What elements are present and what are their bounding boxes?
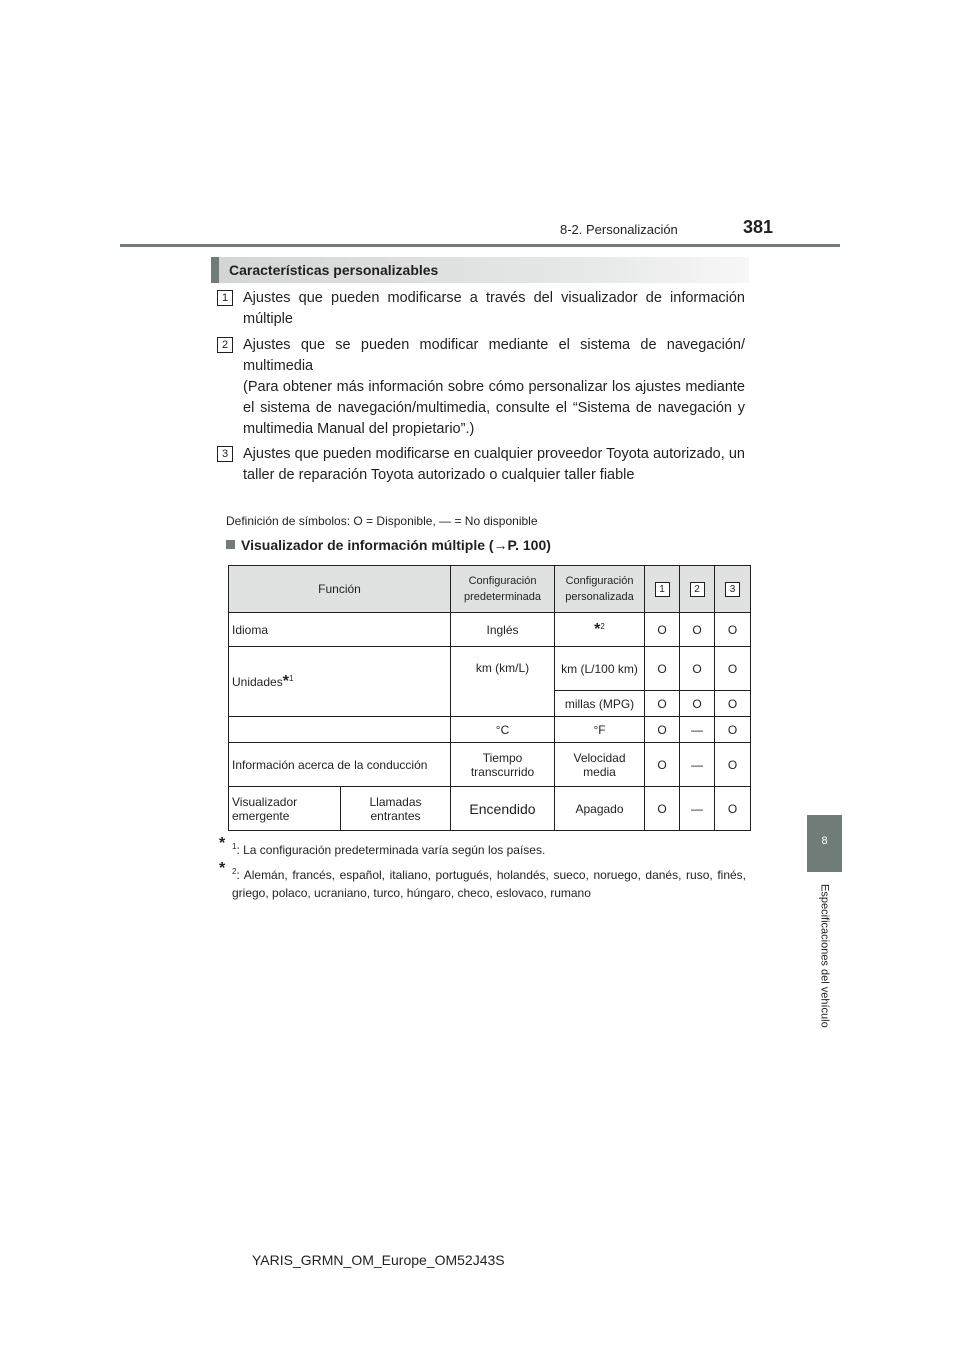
col-header-default: Configuración predeterminada [451,566,555,613]
footnote-star: * [282,672,289,690]
footnote-star: * [219,835,226,852]
item-note: (Para obtener más información sobre cómo personalizar los ajustes mediante el sistema de navegación/multimedia, consulte el “Sistema de navegación y multimedia Manual del propietario”.) [243,379,745,437]
list-item [221,335,745,440]
page-number: 381 [743,217,774,237]
list-item [221,288,745,330]
number-badge-3: 3 [725,582,740,597]
cell-1: O [645,691,680,717]
item-number-badge: 2 [217,337,233,353]
cell-3: O [715,717,751,743]
square-bullet-icon [226,540,235,549]
item-text: Ajustes que pueden modificarse en cualquier proveedor Toyota autorizado, un taller de reparación Toyota autorizado o cualquier taller fiable [243,446,745,483]
list-item [221,444,745,486]
table-row [229,717,751,743]
cell-1: O [645,613,680,647]
footnote-text: : Alemán, francés, español, italiano, portugués, holandés, sueco, noruego, danés, ruso, finés, griego, polaco, ucraniano, turco, húngaro, checo, eslovaco, rumano [232,868,746,900]
cell-default: km (km/L) [451,647,555,717]
settings-table [228,565,751,831]
cell-default: Encendido [451,787,555,831]
chapter-label: Especificaciones del vehículo [818,884,831,1028]
footnote-star: * [594,620,601,638]
cell-1: O [645,647,680,691]
cell-3: O [715,647,751,691]
col-header-1 [645,566,680,613]
chapter-number: 8 [821,835,828,847]
cell-subfunction: Llamadas entrantes [341,787,451,831]
cell-function [229,647,451,717]
col-header-3 [715,566,751,613]
cell-3: O [715,743,751,787]
cell-custom [555,613,645,647]
cell-custom: millas (MPG) [555,691,645,717]
col-header-custom: Configuración personalizada [555,566,645,613]
footnote [219,835,746,859]
table-header-row [229,566,751,613]
document-code: YARIS_GRMN_OM_Europe_OM52J43S [252,1252,505,1268]
cell-function [229,717,451,743]
symbol-legend: Definición de símbolos: O = Disponible, — = No disponible [226,514,538,528]
table-row [229,613,751,647]
cell-default: Tiempo transcurrido [451,743,555,787]
footnote-ref: 2 [600,621,605,631]
item-text: Ajustes que se pueden modificar mediante el sistema de navegación/ multimedia [243,337,745,374]
table-row [229,743,751,787]
table-row [229,647,751,691]
table-heading-text: Visualizador de información múltiple (→P. 100) [241,537,551,553]
cell-function: Visualizador emergente [229,787,341,831]
item-number-badge: 1 [217,290,233,306]
cell-2: — [680,743,715,787]
footnote-ref: 1 [288,673,294,683]
cell-function: Idioma [229,613,451,647]
cell-label: Unidades [232,674,283,689]
cell-custom: km (L/100 km) [555,647,645,691]
item-number-badge: 3 [217,446,233,462]
item-text: Ajustes que pueden modificarse a través del visualizador de información múltiple [243,290,745,327]
chapter-tab[interactable] [807,815,842,872]
cell-2: O [680,647,715,691]
cell-default: °C [451,717,555,743]
cell-1: O [645,743,680,787]
cell-custom: °F [555,717,645,743]
cell-2: O [680,613,715,647]
section-heading: Características personalizables [211,257,749,283]
footnote-text: : La configuración predeterminada varía según los países. [236,843,546,857]
table-heading [226,537,551,553]
table-row [229,787,751,831]
header-divider [120,244,840,247]
cell-3: O [715,613,751,647]
col-header-2 [680,566,715,613]
col-header-function: Función [229,566,451,613]
number-badge-2: 2 [690,582,705,597]
cell-3: O [715,691,751,717]
footnote [219,860,746,902]
number-badge-1: 1 [655,582,670,597]
footnote-ref: 1 [232,842,237,851]
cell-default: Inglés [451,613,555,647]
footnote-star: * [219,860,226,877]
cell-custom: Apagado [555,787,645,831]
cell-1: O [645,787,680,831]
cell-custom: Velocidad media [555,743,645,787]
cell-2: — [680,787,715,831]
footnote-ref: 2 [232,867,237,876]
cell-function: Información acerca de la conducción [229,743,451,787]
cell-3: O [715,787,751,831]
cell-2: O [680,691,715,717]
section-title: 8-2. Personalización [560,222,678,237]
cell-2: — [680,717,715,743]
cell-1: O [645,717,680,743]
